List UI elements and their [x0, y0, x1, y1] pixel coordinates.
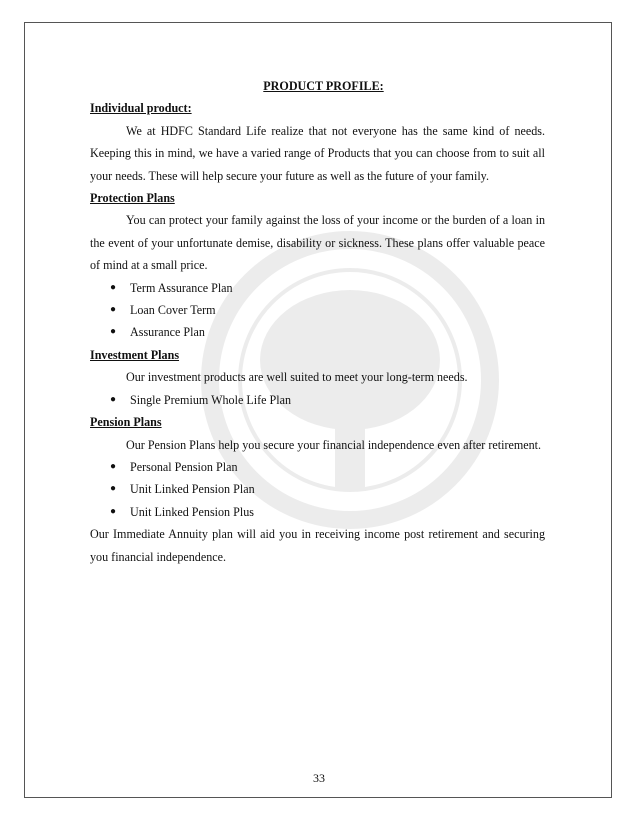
page-number: 33 — [313, 771, 325, 785]
paragraph-closing: Our Immediate Annuity plan will aid you in receiving income post retirement and securing you financial independence. — [90, 527, 545, 564]
heading-protection-plans: Protection Plans — [90, 191, 175, 206]
list-item: ● Assurance Plan — [90, 321, 545, 343]
paragraph-investment-plans: Our investment products are well suited to meet your long-term needs. — [126, 370, 468, 385]
bullet-icon: ● — [110, 326, 117, 338]
list-item: ● Unit Linked Pension Plan — [90, 478, 545, 500]
bullet-icon: ● — [110, 483, 117, 495]
list-protection-plans — [90, 277, 545, 344]
paragraph-protection-plans: You can protect your family against the loss of your income or the burden of a loan in the event of your unfortunate demise, disability or sickness. These plans offer valuable peace of mind at a small price. — [90, 213, 545, 273]
list-item: ● Loan Cover Term — [90, 299, 545, 321]
bullet-icon: ● — [110, 505, 117, 517]
bullet-icon: ● — [110, 304, 117, 316]
document-body — [90, 75, 545, 568]
paragraph-individual-product: We at HDFC Standard Life realize that not everyone has the same kind of needs. Keeping this in mind, we have a varied range of Products that you can choose from to suit all your needs. These will help secure your future as well as the future of your family. — [90, 123, 545, 183]
paragraph-pension-plans: Our Pension Plans help you secure your financial independence even after retirement. — [126, 437, 542, 452]
heading-individual-product: Individual product: — [90, 101, 192, 116]
bullet-icon: ● — [110, 460, 117, 472]
list-investment-plans — [90, 389, 545, 411]
list-item: ● Term Assurance Plan — [90, 277, 545, 299]
heading-investment-plans: Investment Plans — [90, 347, 180, 362]
list-item: ● Single Premium Whole Life Plan — [90, 389, 545, 411]
bullet-icon: ● — [110, 281, 117, 293]
heading-pension-plans: Pension Plans — [90, 415, 162, 430]
list-item: ● Unit Linked Pension Plus — [90, 501, 545, 523]
list-pension-plans — [90, 456, 545, 523]
bullet-icon: ● — [110, 393, 117, 405]
list-item: ● Personal Pension Plan — [90, 456, 545, 478]
page-title: PRODUCT PROFILE: — [263, 79, 384, 93]
